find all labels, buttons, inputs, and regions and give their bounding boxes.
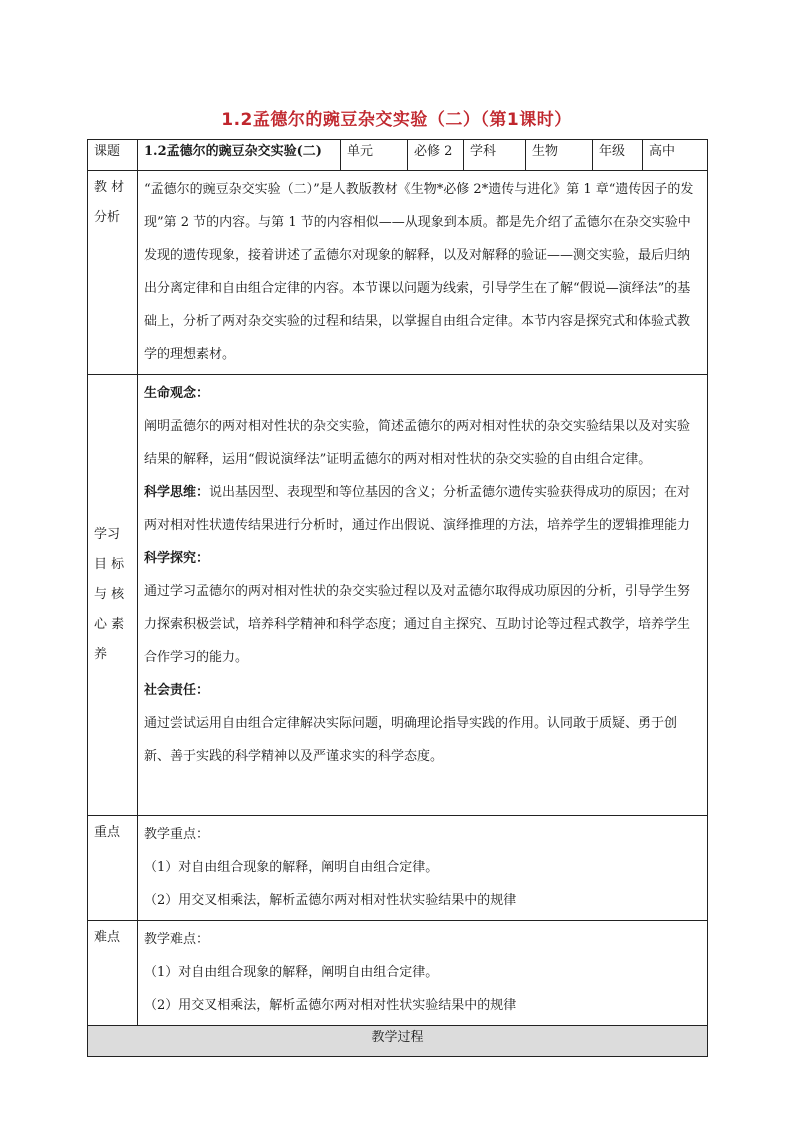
grade-value: 高中	[643, 140, 708, 171]
lesson-plan-table	[87, 139, 708, 1057]
difficulties-item-2: （2）用交叉相乘法，解析孟德尔两对相对性状实验结果中的规律	[144, 998, 517, 1013]
key-points-content	[138, 816, 708, 921]
social-responsibility-title: 社会责任：	[144, 683, 210, 698]
scientific-thinking	[144, 476, 701, 542]
subject-value: 生物	[526, 140, 593, 171]
difficulties-content	[138, 921, 708, 1026]
analysis-label	[88, 171, 138, 375]
unit-label: 单元	[341, 140, 408, 171]
process-label: 教学过程	[88, 1026, 708, 1057]
objectives-content	[138, 375, 708, 816]
difficulties-label: 难点	[88, 921, 138, 1026]
difficulties-row	[88, 921, 708, 1026]
header-row	[88, 140, 708, 171]
life-concept-text: 阐明孟德尔的两对相对性状的杂交实验，简述孟德尔的两对相对性状的杂交实验结果以及对实验结果的解释，运用“假说演绎法”证明孟德尔的两对相对性状的杂交实验的自由组合定律。	[144, 419, 691, 467]
difficulties-heading: 教学难点：	[144, 932, 210, 947]
key-points-row	[88, 816, 708, 921]
difficulties-item-1: （1）对自由组合现象的解释，阐明自由组合定律。	[144, 965, 439, 980]
document-title: 1.2孟德尔的豌豆杂交实验（二）（第1课时）	[221, 110, 572, 130]
process-row	[88, 1026, 708, 1057]
objectives-label-line: 目 标	[94, 557, 125, 572]
scientific-inquiry-title: 科学探究：	[144, 551, 210, 566]
grade-label: 年级	[593, 140, 643, 171]
analysis-label-line2: 分析	[94, 210, 121, 225]
objectives-label-line: 心 素	[94, 617, 125, 632]
scientific-inquiry-text: 通过学习孟德尔的两对相对性状的杂交实验过程以及对孟德尔取得成功原因的分析，引导学生努力探索积极尝试，培养科学精神和科学态度；通过自主探究、互助讨论等过程式教学，培养学生合作学习的能力。	[144, 584, 691, 665]
key-points-item-2: （2）用交叉相乘法，解析孟德尔两对相对性状实验结果中的规律	[144, 893, 517, 908]
social-responsibility-text: 通过尝试运用自由组合定律解决实际问题，明确理论指导实践的作用。认同敢于质疑、勇于创新、善于实践的科学精神以及严谨求实的科学态度。	[144, 716, 678, 764]
objectives-row	[88, 375, 708, 816]
topic-label: 课题	[88, 140, 138, 171]
analysis-row	[88, 171, 708, 375]
unit-value: 必修 2	[408, 140, 464, 171]
key-points-heading: 教学重点：	[144, 827, 210, 842]
objectives-label-line: 学习	[94, 527, 121, 542]
scientific-thinking-title: 科学思维：	[144, 485, 210, 500]
key-points-item-1: （1）对自由组合现象的解释，阐明自由组合定律。	[144, 860, 439, 875]
objectives-label-line: 养	[94, 647, 108, 662]
life-concept-title: 生命观念：	[144, 386, 210, 401]
topic-value: 1.2孟德尔的豌豆杂交实验(二)	[138, 140, 341, 171]
objectives-label	[88, 375, 138, 816]
analysis-label-line1: 教 材	[94, 180, 125, 195]
key-points-label: 重点	[88, 816, 138, 921]
subject-label: 学科	[464, 140, 526, 171]
objectives-label-line: 与 核	[94, 587, 125, 602]
analysis-text: “孟德尔的豌豆杂交实验（二）”是人教版教材《生物*必修 2*遗传与进化》第 1 章“遗传因子的发现”第 2 节的内容。与第 1 节的内容相似——从现象到本质。都是先介绍了孟德尔在杂交实验中发现的遗传现象，接着讲述了孟德尔对现象的解释，以及对解释的验证——测交实验，最后归纳出分离定律和自由组合定律的内容。本节课以问题为线索，引导学生在了解“假说—演绎法”的基础上，分析了两对杂交实验的过程和结果，以掌握自由组合定律。本节内容是探究式和体验式教学的理想素材。	[138, 171, 708, 375]
scientific-thinking-text: 说出基因型、表现型和等位基因的含义；分析孟德尔遗传实验获得成功的原因；在对两对相对性状遗传结果进行分析时，通过作出假说、演绎推理的方法，培养学生的逻辑推理能力	[144, 485, 691, 533]
